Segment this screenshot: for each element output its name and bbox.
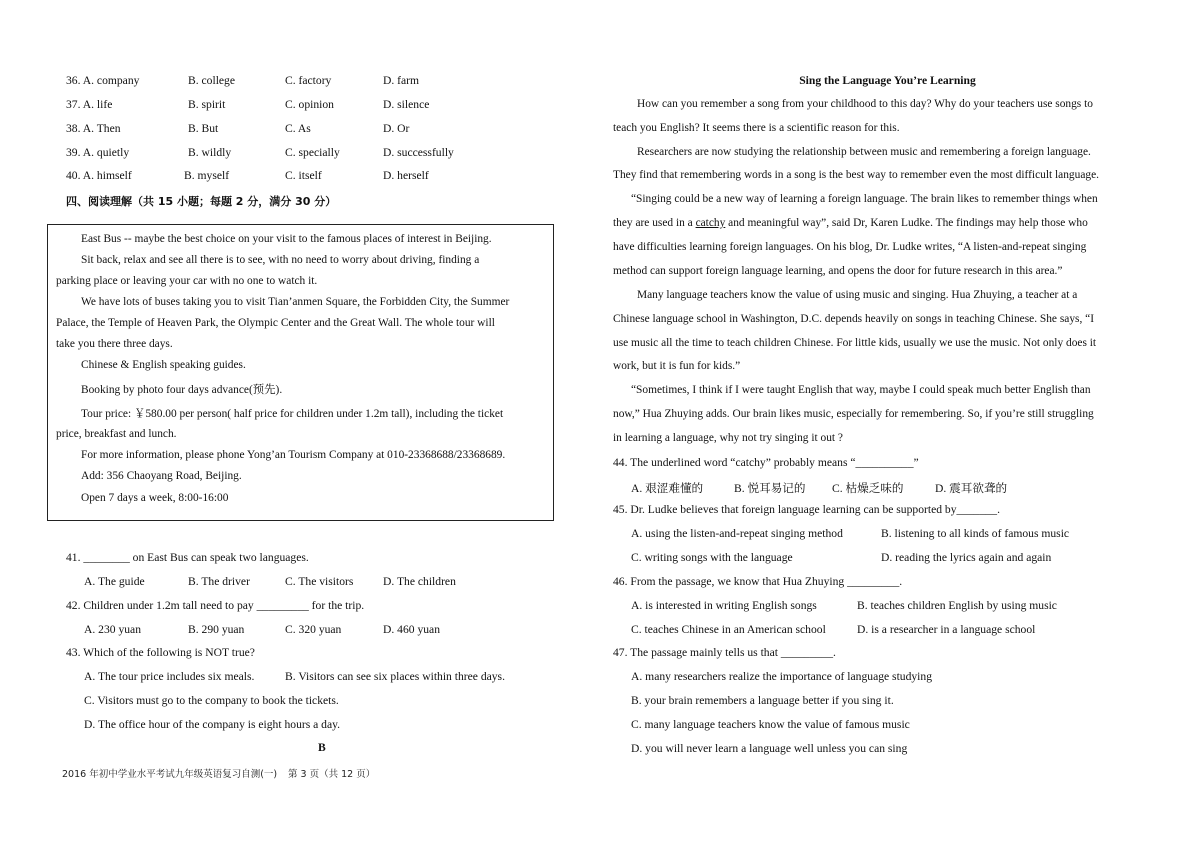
option-a: 38. A. Then: [66, 122, 121, 135]
option-a: A. The guide: [84, 575, 145, 588]
option-c: C. 320 yuan: [285, 623, 342, 636]
passage-line: How can you remember a song from your childhood to this day? Why do your teachers use songs to: [637, 98, 1093, 110]
ad-line: parking place or leaving your car with no one to watch it.: [56, 275, 318, 287]
option-a: A. 230 yuan: [84, 623, 141, 636]
ad-line: Sit back, relax and see all there is to see, with no need to worry about driving, finding a: [81, 254, 480, 266]
passage-line: in learning a language, why not try singing it out ?: [613, 432, 843, 444]
question-43-option-a: A. The tour price includes six meals.: [84, 670, 255, 683]
option-c: C. The visitors: [285, 575, 354, 588]
text-segment: and meaningful way”, said Dr, Karen Ludke. The findings may help those who: [725, 217, 1088, 229]
question-46: 46. From the passage, we know that Hua Zhuying _________.: [613, 575, 903, 588]
option-d: D. 震耳欲聋的: [935, 482, 1008, 495]
page-number: 第 3 页（共 12 页）: [288, 769, 376, 780]
question-46-option-d: D. is a researcher in a language school: [857, 623, 1036, 636]
passage-line: have difficulties learning foreign languages. On his blog, Dr. Ludke writes, “A listen-and-repeat singing: [613, 241, 1087, 253]
option-d: D. successfully: [383, 146, 454, 159]
ad-line: Booking by photo four days advance(预先).: [81, 384, 283, 396]
ad-line: Palace, the Temple of Heaven Park, the Olympic Center and the Great Wall. The whole tour will: [56, 317, 495, 329]
question-46-option-a: A. is interested in writing English songs: [631, 599, 817, 612]
passage-line: now,” Hua Zhuying adds. Our brain likes music, especially for remembering. So, if you’re still struggling: [613, 408, 1094, 420]
ad-line: price, breakfast and lunch.: [56, 428, 177, 440]
option-d: D. The children: [383, 575, 456, 588]
ad-line: take you there three days.: [56, 338, 173, 350]
question-42: 42. Children under 1.2m tall need to pay _________ for the trip.: [66, 599, 365, 612]
footer-title: 2016 年初中学业水平考试九年级英语复习自测(一): [62, 769, 278, 780]
option-a: 39. A. quietly: [66, 146, 130, 159]
option-b: B. spirit: [188, 98, 226, 111]
option-b: B. wildly: [188, 146, 232, 159]
page-footer: [62, 766, 376, 780]
option-d: D. Or: [383, 122, 410, 135]
ad-line: Tour price: ￥580.00 per person( half price for children under 1.2m tall), including the ticket: [81, 408, 504, 420]
option-c: C. As: [285, 122, 311, 135]
section-b-heading: B: [318, 741, 326, 754]
question-45-option-d: D. reading the lyrics again and again: [881, 551, 1052, 564]
passage-line: use music all the time to teach children Chinese. For little kids, usually we use the music. Not only does it: [613, 337, 1097, 349]
underlined-word-catchy: catchy: [695, 217, 726, 229]
option-c: C. specially: [285, 146, 340, 159]
passage-line-catchy: [613, 217, 1088, 229]
option-d: D. farm: [383, 74, 420, 87]
option-c: C. 枯燥乏味的: [832, 482, 904, 495]
question-43-option-d: D. The office hour of the company is eight hours a day.: [84, 718, 341, 731]
option-d: D. 460 yuan: [383, 623, 440, 636]
option-b: B. myself: [184, 169, 230, 182]
question-43-option-b: B. Visitors can see six places within three days.: [285, 670, 505, 683]
ad-line: Chinese & English speaking guides.: [81, 359, 246, 371]
option-a: 37. A. life: [66, 98, 113, 111]
question-43-option-c: C. Visitors must go to the company to book the tickets.: [84, 694, 339, 707]
right-column: [600, 0, 1200, 848]
question-45: 45. Dr. Ludke believes that foreign language learning can be supported by_______.: [613, 503, 1000, 516]
option-a: 40. A. himself: [66, 169, 132, 182]
option-c: C. itself: [285, 169, 322, 182]
option-c: C. opinion: [285, 98, 334, 111]
option-a: A. 艰涩难懂的: [631, 482, 704, 495]
text-segment: they are used in a: [613, 217, 696, 229]
question-44: 44. The underlined word “catchy” probably means “__________”: [613, 456, 919, 469]
passage-line: Many language teachers know the value of using music and singing. Hua Zhuying, a teacher at a: [637, 289, 1078, 301]
question-41: 41. ________ on East Bus can speak two languages.: [66, 551, 309, 564]
passage-line: work, but it is fun for kids.”: [613, 360, 741, 372]
question-46-option-c: C. teaches Chinese in an American school: [631, 623, 826, 636]
passage-line: “Sometimes, I think if I were taught English that way, maybe I could speak much better English than: [631, 384, 1091, 396]
question-47-option-b: B. your brain remembers a language better if you sing it.: [631, 694, 894, 707]
question-45-option-c: C. writing songs with the language: [631, 551, 793, 564]
question-47-option-d: D. you will never learn a language well unless you can sing: [631, 742, 908, 755]
option-a: 36. A. company: [66, 74, 140, 87]
passage-line: teach you English? It seems there is a scientific reason for this.: [613, 122, 900, 134]
ad-line: We have lots of buses taking you to visit Tian’anmen Square, the Forbidden City, the Summer: [81, 296, 510, 308]
option-b: B. 290 yuan: [188, 623, 245, 636]
advertisement-box: [47, 224, 554, 521]
ad-line: Add: 356 Chaoyang Road, Beijing.: [81, 470, 242, 482]
passage-line: Chinese language school in Washington, D.C. depends heavily on songs in teaching Chinese. She says, “I: [613, 313, 1094, 325]
ad-line: Open 7 days a week, 8:00-16:00: [81, 492, 229, 504]
option-c: C. factory: [285, 74, 332, 87]
passage-line: method can support foreign language learning, and opens the door for future research in this area.”: [613, 265, 1063, 277]
passage-line: They find that remembering words in a song is the best way to remember even the most difficult language.: [613, 169, 1099, 181]
passage-title: Sing the Language You’re Learning: [799, 74, 976, 87]
question-43: 43. Which of the following is NOT true?: [66, 646, 255, 659]
question-47: 47. The passage mainly tells us that _________.: [613, 646, 836, 659]
question-45-option-a: A. using the listen-and-repeat singing method: [631, 527, 843, 540]
option-b: B. college: [188, 74, 236, 87]
option-d: D. silence: [383, 98, 430, 111]
passage-line: Researchers are now studying the relationship between music and remembering a foreign language.: [637, 146, 1091, 158]
option-b: B. 悦耳易记的: [734, 482, 806, 495]
question-47-option-a: A. many researchers realize the importance of language studying: [631, 670, 932, 683]
question-45-option-b: B. listening to all kinds of famous music: [881, 527, 1070, 540]
ad-line: For more information, please phone Yong’an Tourism Company at 010-23368688/23368689.: [81, 449, 506, 461]
ad-line: East Bus -- maybe the best choice on your visit to the famous places of interest in Beijing.: [81, 233, 492, 245]
question-46-option-b: B. teaches children English by using music: [857, 599, 1057, 612]
option-b: B. But: [188, 122, 219, 135]
option-b: B. The driver: [188, 575, 250, 588]
passage-line: “Singing could be a new way of learning a foreign language. The brain likes to remember things when: [631, 193, 1098, 205]
section-heading: 四、阅读理解（共 15 小题；每题 2 分，满分 30 分）: [66, 195, 337, 208]
option-d: D. herself: [383, 169, 429, 182]
question-47-option-c: C. many language teachers know the value of famous music: [631, 718, 910, 731]
